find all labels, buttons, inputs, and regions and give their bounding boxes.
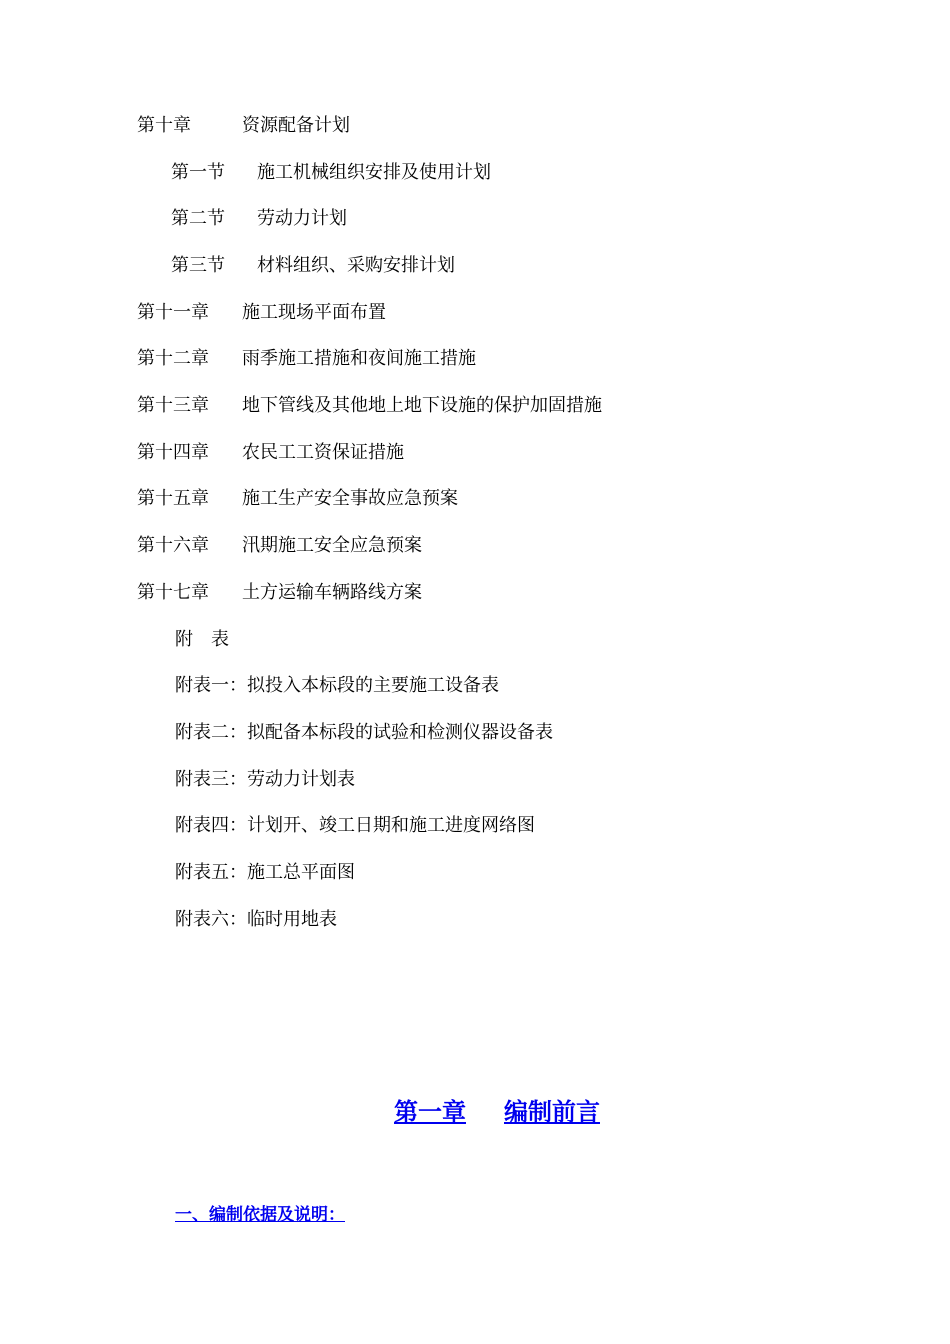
- toc-title: 附表一：拟投入本标段的主要施工设备表: [175, 675, 499, 696]
- toc-appendix-heading[interactable]: [175, 628, 229, 652]
- toc-number: 第三节: [171, 255, 225, 276]
- toc-appendix-2[interactable]: [175, 721, 553, 745]
- toc-appendix-1[interactable]: [175, 674, 499, 698]
- chapter-title: 编制前言: [504, 1098, 600, 1126]
- toc-chapter-12[interactable]: [137, 347, 476, 371]
- toc-title: 施工机械组织安排及使用计划: [257, 162, 491, 183]
- toc-appendix-4[interactable]: [175, 814, 535, 838]
- toc-title: 地下管线及其他地上地下设施的保护加固措施: [242, 395, 602, 416]
- toc-number: 第十六章: [137, 535, 209, 556]
- toc-section-3[interactable]: [171, 254, 455, 278]
- toc-title: 附表五：施工总平面图: [175, 862, 355, 883]
- toc-number: 第十四章: [137, 442, 209, 463]
- toc-number: 第十一章: [137, 302, 209, 323]
- toc-number: 第十三章: [137, 395, 209, 416]
- toc-title: 农民工工资保证措施: [242, 442, 404, 463]
- toc-number: 第一节: [171, 162, 225, 183]
- toc-chapter-16[interactable]: [137, 534, 422, 558]
- section-title: 一、编制依据及说明：: [175, 1205, 345, 1225]
- toc-title: 附表三：劳动力计划表: [175, 769, 355, 790]
- toc-chapter-13[interactable]: [137, 394, 602, 418]
- toc-title: 附表二：拟配备本标段的试验和检测仪器设备表: [175, 722, 553, 743]
- toc-chapter-14[interactable]: [137, 441, 404, 465]
- toc-title: 劳动力计划: [257, 208, 347, 229]
- toc-appendix-6[interactable]: [175, 908, 337, 932]
- toc-appendix-3[interactable]: [175, 768, 355, 792]
- toc-appendix-5[interactable]: [175, 861, 355, 885]
- toc-chapter-10[interactable]: [137, 114, 350, 138]
- toc-section-2[interactable]: [171, 207, 347, 231]
- toc-title: 附表六：临时用地表: [175, 909, 337, 930]
- section-heading[interactable]: [175, 1200, 345, 1225]
- toc-title: 附表四：计划开、竣工日期和施工进度网络图: [175, 815, 535, 836]
- toc-number: 第十五章: [137, 488, 209, 509]
- toc-chapter-15[interactable]: [137, 487, 458, 511]
- toc-title: 汛期施工安全应急预案: [242, 535, 422, 556]
- toc-title: 资源配备计划: [242, 115, 350, 136]
- toc-title: 土方运输车辆路线方案: [242, 582, 422, 603]
- toc-title: 附 表: [175, 629, 229, 650]
- toc-number: 第十二章: [137, 348, 209, 369]
- toc-section-1[interactable]: [171, 161, 491, 185]
- toc-title: 施工现场平面布置: [242, 302, 386, 323]
- toc-chapter-17[interactable]: [137, 581, 422, 605]
- toc-number: 第十章: [137, 115, 191, 136]
- chapter-heading[interactable]: [22, 1092, 950, 1127]
- toc-title: 施工生产安全事故应急预案: [242, 488, 458, 509]
- chapter-number: 第一章: [394, 1098, 466, 1126]
- toc-title: 材料组织、采购安排计划: [257, 255, 455, 276]
- toc-number: 第十七章: [137, 582, 209, 603]
- toc-number: 第二节: [171, 208, 225, 229]
- toc-chapter-11[interactable]: [137, 301, 386, 325]
- toc-title: 雨季施工措施和夜间施工措施: [242, 348, 476, 369]
